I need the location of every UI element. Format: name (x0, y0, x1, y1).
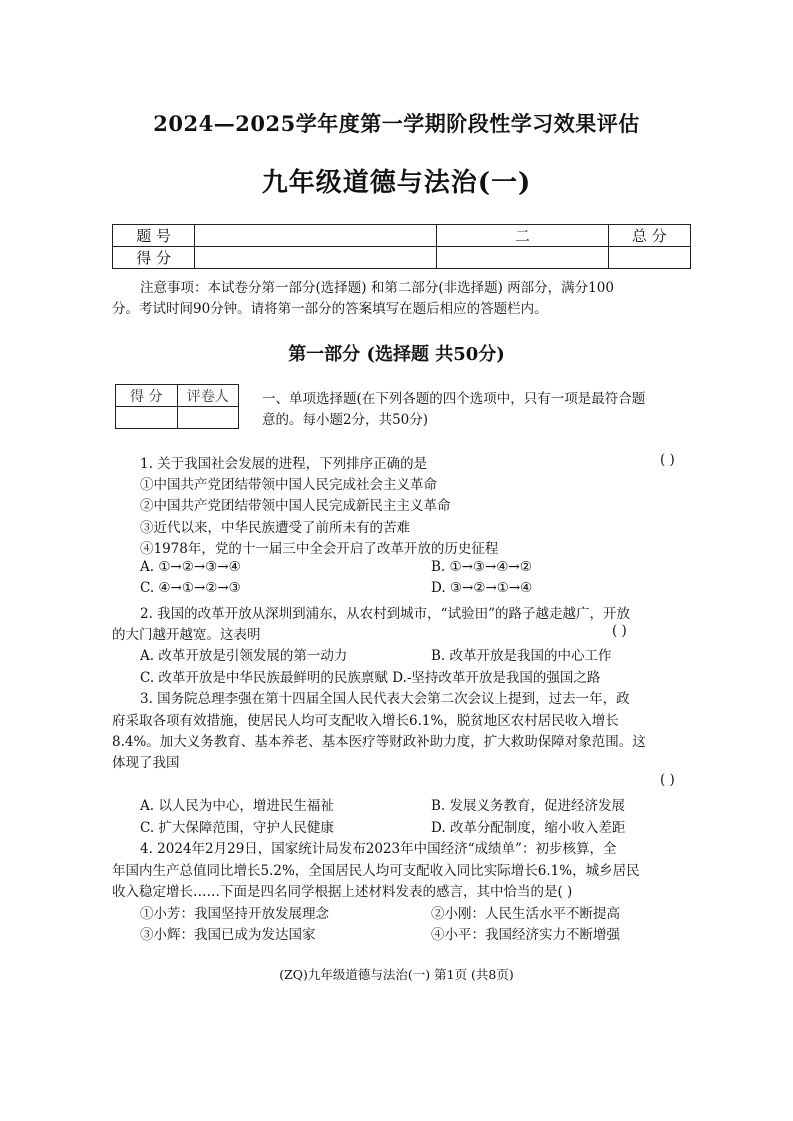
option-b: B. 发展义务教育，促进经济发展 (431, 798, 626, 814)
option-a: A. 以人民为中心，增进民生福祉 (140, 798, 334, 814)
score-table-row (113, 225, 691, 247)
option-b: B. ①→③→④→② (431, 559, 532, 575)
notice-line: 分。考试时间90分钟。请将第一部分的答案填写在题后相应的答题栏内。 (112, 301, 548, 317)
score-table-row (113, 247, 691, 269)
score-cell (195, 247, 437, 269)
option-d: D. 改革分配制度，缩小收入差距 (431, 820, 626, 836)
grade-box-row (116, 385, 239, 407)
grade-cell (177, 407, 239, 429)
score-cell: 得 分 (113, 247, 195, 269)
answer-paren: ( ) (660, 772, 675, 788)
grade-header: 评卷人 (177, 385, 239, 407)
statement-2: ②小刚：人民生活水平不断提高 (431, 906, 620, 922)
score-cell (195, 225, 437, 247)
grade-box-row (116, 407, 239, 429)
score-cell (437, 247, 609, 269)
question-stem: 年国内生产总值同比增长5.2%，全国居民人均可支配收入同比实际增长6.1%，城乡居民 (112, 863, 640, 879)
grade-header: 得 分 (116, 385, 178, 407)
question-stem: 的大门越开越宽。这表明 (112, 627, 261, 643)
question-item: ③近代以来，中华民族遭受了前所未有的苦难 (140, 520, 410, 536)
question-stem: 3. 国务院总理李强在第十四届全国人民代表大会第二次会议上提到，过去一年，政 (140, 691, 630, 707)
score-table (112, 224, 691, 269)
question-item: ②中国共产党团结带领中国人民完成新民主主义革命 (140, 498, 451, 514)
score-cell: 二 (437, 225, 609, 247)
question-stem: 4. 2024年2月29日，国家统计局发布2023年中国经济“成绩单”：初步核算，全 (140, 841, 617, 857)
exam-title: 2024—2025学年度第一学期阶段性学习效果评估 (153, 111, 640, 136)
exam-subtitle: 九年级道德与法治(一) (261, 168, 532, 198)
option-d: D. ③→②→①→④ (431, 580, 533, 596)
question-stem: 体现了我国 (112, 755, 180, 771)
question-stem: 1. 关于我国社会发展的进程，下列排序正确的是 (140, 456, 428, 472)
grade-cell (116, 407, 178, 429)
question-item: ④1978年，党的十一届三中全会开启了改革开放的历史征程 (140, 541, 499, 557)
question-item: ①中国共产党团结带领中国人民完成社会主义革命 (140, 477, 437, 493)
answer-paren: ( ) (612, 623, 627, 639)
section-title: 第一部分 (选择题 共50分) (288, 344, 505, 365)
question-stem: 收入稳定增长……下面是四名同学根据上述材料发表的感言，其中恰当的是( ) (112, 884, 573, 900)
score-cell: 题 号 (113, 225, 195, 247)
notice-line: 注意事项：本试卷分第一部分(选择题) 和第二部分(非选择题) 两部分，满分100 (140, 280, 614, 296)
option-cd: C. 改革开放是中华民族最鲜明的民族禀赋 D.-坚持改革开放是我国的强国之路 (140, 670, 601, 686)
grade-box (115, 384, 239, 429)
question-stem: 8.4%。加大义务教育、基本养老、基本医疗等财政补助力度，扩大救助保障对象范围。这 (112, 734, 646, 750)
score-cell (608, 247, 690, 269)
statement-4: ④小平：我国经济实力不断增强 (431, 927, 620, 943)
option-b: B. 改革开放是我国的中心工作 (431, 648, 612, 664)
answer-paren: ( ) (660, 452, 675, 468)
option-c: C. ④→①→②→③ (140, 580, 241, 596)
question-stem: 府采取各项有效措施，使居民人均可支配收入增长6.1%，脱贫地区农村居民收入增长 (112, 713, 619, 729)
option-a: A. 改革开放是引领发展的第一动力 (140, 648, 348, 664)
option-c: C. 扩大保障范围，守护人民健康 (140, 820, 334, 836)
option-a: A. ①→②→③→④ (140, 559, 241, 575)
statement-1: ①小芳：我国坚持开放发展理念 (140, 906, 329, 922)
question-stem: 2. 我国的改革开放从深圳到浦东，从农村到城市，“试验田”的路子越走越广，开放 (140, 606, 630, 622)
score-cell: 总 分 (608, 225, 690, 247)
instruction-line: 意的。每小题2分，共50分) (262, 412, 429, 428)
statement-3: ③小辉：我国已成为发达国家 (140, 927, 316, 943)
instruction-line: 一、单项选择题(在下列各题的四个选项中，只有一项是最符合题 (262, 391, 646, 407)
page-footer: (ZQ)九年级道德与法治(一) 第1页 (共8页) (279, 967, 514, 982)
